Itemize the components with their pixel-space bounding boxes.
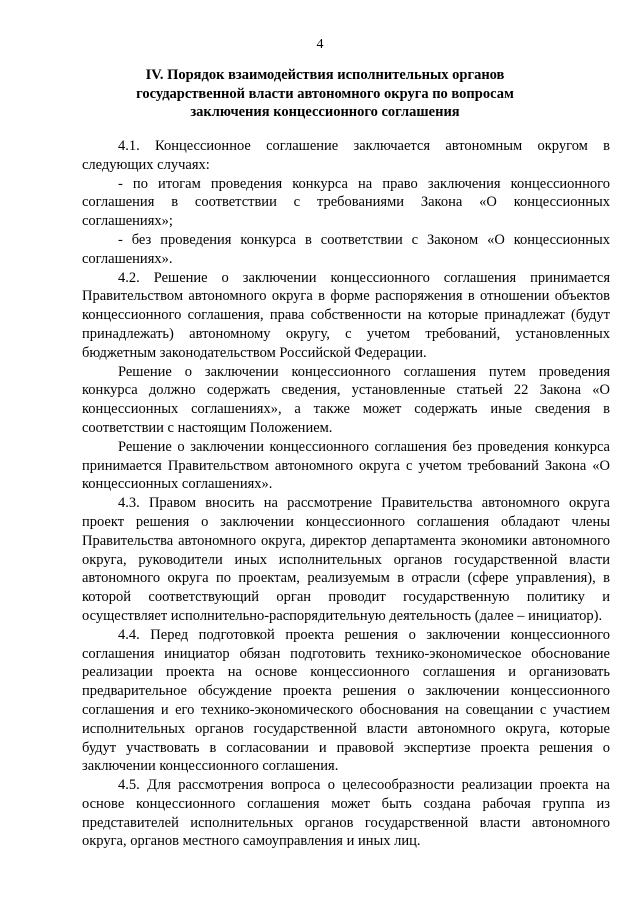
section-heading-line-3: заключения концессионного соглашения — [190, 104, 460, 120]
paragraph-4-1: 4.1. Концессионное соглашение заключается автономным округом в следующих случаях: — [82, 138, 610, 173]
section-heading-line-1: IV. Порядок взаимодействия исполнительных органов — [145, 67, 505, 83]
section-heading-line-2: государственной власти автономного округа по вопросам — [136, 85, 514, 102]
paragraph-4-5: 4.5. Для рассмотрения вопроса о целесообразности реализации проекта на основе концессионного соглашения может быть создана рабочая группа из представителей исполнительных органов государственной власти автономного округа, органов местного самоуправления и иных лиц. — [82, 777, 610, 850]
paragraph-4-2: 4.2. Решение о заключении концессионного соглашения принимается Правительством автономного округа в форме распоряжения в отношении объектов концессионного соглашения, права собственности на которые принадлежат (будут принадлежать) автономному округу, с учетом требований, установленных бюджетным законодательством Российской Федерации. — [82, 269, 610, 361]
page-number: 4 — [316, 37, 324, 52]
document-body — [82, 137, 610, 851]
paragraph-4-3: 4.3. Правом вносить на рассмотрение Правительства автономного округа проект решения о заключении концессионного соглашения обладают члены Правительства автономного округа, директор департамента экономики автономного округа, руководители иных исполнительных органов государственной власти автономного округа по проектам, реализуемым в отрасли (сфере управления), в которой соответствующий орган проводит государственную политику и осуществляет исполнительно-распорядительную деятельность (далее – инициатор). — [82, 495, 610, 624]
list-item-competition: - по итогам проведения конкурса на право заключения концессионного соглашения в соответствии с требованиями Закона «О концессионных соглашениях»; — [82, 175, 610, 230]
paragraph-decision-with-competition: Решение о заключении концессионного соглашения путем проведения конкурса должно содержать сведения, установленные статьей 22 Закона «О концессионных соглашениях», а также может содержать иные сведения в соответствии с настоящим Положением. — [82, 363, 610, 436]
paragraph-decision-without-competition: Решение о заключении концессионного соглашения без проведения конкурса принимается Правительством автономного округа с учетом требований Закона «О концессионных соглашениях». — [82, 438, 610, 493]
section-heading — [110, 66, 540, 122]
paragraph-4-4: 4.4. Перед подготовкой проекта решения о заключении концессионного соглашения инициатор обязан подготовить технико-экономическое обоснование реализации проекта на основе концессионного соглашения и организовать предварительное обсуждение проекта решения о заключении концессионного соглашения и его технико-экономического обоснования на совещании с участием исполнительных органов государственной власти автономного округа, которые будут участвовать в согласовании и правовой экспертизе проекта решения о заключении концессионного соглашения. — [82, 626, 610, 775]
list-item-no-competition: - без проведения конкурса в соответствии с Законом «О концессионных соглашениях». — [82, 231, 610, 267]
